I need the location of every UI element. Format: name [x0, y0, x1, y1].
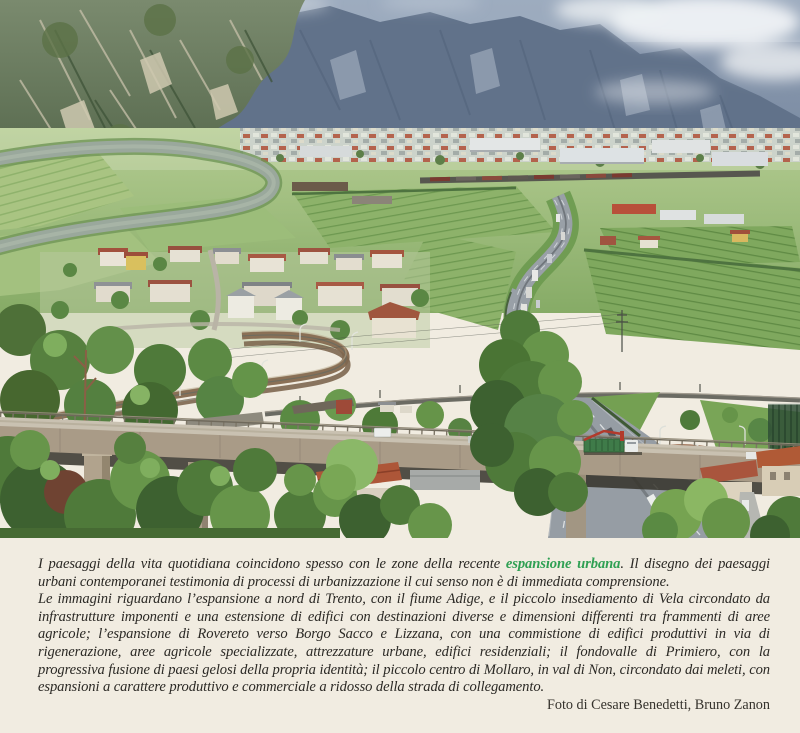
caption-text-after: . Il disegno dei paesaggi urbani contemporanei testimonia di processi di urbanizzazione il cui senso non è di immediata comprensione. — [38, 556, 770, 590]
caption-text-before: I paesaggi della vita quotidiana coincidono spesso con le zone della recente — [38, 556, 506, 572]
big-tree — [470, 310, 593, 516]
caption-paragraph-1 — [38, 556, 770, 591]
caption-panel — [0, 538, 800, 714]
caption-paragraph-2: Le immagini riguardano l’espansione a nord di Trento, con il fiume Adige, e il piccolo insediamento di Vela circondato da infrastrutture imponenti e una estensione di edifici con destinazioni diverse e dimensioni differenti tra frammenti di aree agricole; l’espansione di Rovereto verso Borgo Sacco e Lizzana, con una commistione di edifici produttivi in via di rigenerazione, aree agricole specializzate, attrezzature urbane, edifici residenziali; il fondovalle di Primiero, con la progressiva fusione di paesi gelosi della propria identità; il piccolo centro di Mollaro, in val di Non, circondato dai meleti, con espansioni a carattere produttivo e commerciale a ridosso della strada di collegamento. — [38, 591, 770, 696]
photo-credit: Foto di Cesare Benedetti, Bruno Zanon — [546, 696, 770, 713]
highlight-espansione-urbana: espansione urbana — [505, 556, 621, 572]
